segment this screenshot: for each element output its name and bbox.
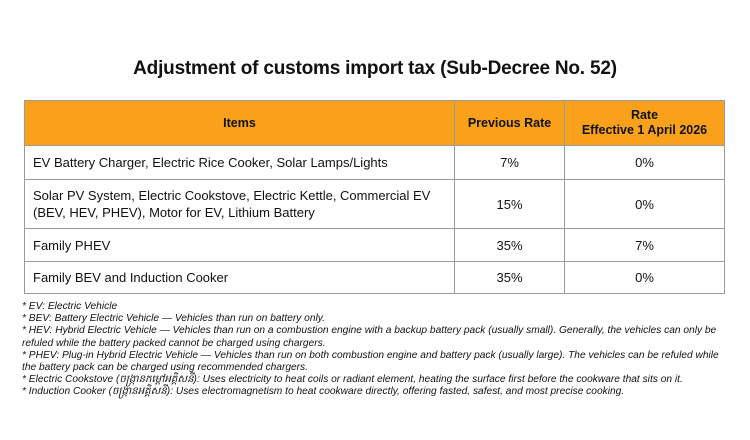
header-rate-label: Rate [630, 108, 659, 122]
previous-rate-cell: 7% [455, 146, 565, 180]
table-header-row [25, 101, 725, 146]
table-row [25, 146, 725, 180]
footnotes [22, 301, 732, 399]
footnote-bev: * BEV: Battery Electric Vehicle — Vehicles than run on battery only. [22, 313, 325, 325]
table-row [25, 229, 725, 262]
item-cell: EV Battery Charger, Electric Rice Cooker, Solar Lamps/Lights [25, 146, 455, 180]
footnote-ev: * EV: Electric Vehicle [22, 301, 118, 312]
previous-rate-cell: 35% [455, 262, 565, 294]
previous-rate-cell: 35% [455, 229, 565, 262]
footnote-induction-cooker: * Induction Cooker (ចង្ក្រានអគ្គិសនី): Uses electromagnetism to heat cookware directly, offering fasted, safest, and most precise cooking. [22, 386, 625, 398]
page-title: Adjustment of customs import tax (Sub-Decree No. 52) [133, 58, 617, 79]
previous-rate-cell: 15% [455, 180, 565, 229]
table-row [25, 180, 725, 229]
header-previous-rate: Previous Rate [455, 101, 565, 146]
effective-rate-cell: 0% [565, 262, 725, 294]
table-row [25, 262, 725, 294]
effective-rate-cell: 0% [565, 180, 725, 229]
footnote-hev: * HEV: Hybrid Electric Vehicle — Vehicles than run on a combustion engine with a backup battery pack (usually small). Generally, the vehicles can only be refuled while the battery packed cannot be charged using chargers. [22, 325, 717, 349]
item-cell: Family BEV and Induction Cooker [25, 262, 455, 294]
footnote-electric-cookstove: * Electric Cookstove (ចង្ក្រានកម្តៅអគ្គិសនី): Uses electricity to heat coils or radiant element, heating the surface first before the cookware that sits on it. [22, 374, 683, 386]
item-cell: Solar PV System, Electric Cookstove, Electric Kettle, Commercial EV (BEV, HEV, PHEV), Motor for EV, Lithium Battery [25, 180, 455, 229]
effective-rate-cell: 0% [565, 146, 725, 180]
footnote-phev: * PHEV: Plug-in Hybrid Electric Vehicle — Vehicles than run on both combustion engine and battery pack (usually large). The vehicles can be refuled while the battery pack can be charged using recommended chargers. [22, 349, 719, 374]
header-effective-rate [565, 101, 725, 146]
effective-rate-cell: 7% [565, 229, 725, 262]
tax-table [24, 100, 725, 294]
item-cell: Family PHEV [25, 229, 455, 262]
header-rate-effective-date: Effective 1 April 2026 [581, 123, 708, 137]
header-items: Items [25, 101, 455, 146]
